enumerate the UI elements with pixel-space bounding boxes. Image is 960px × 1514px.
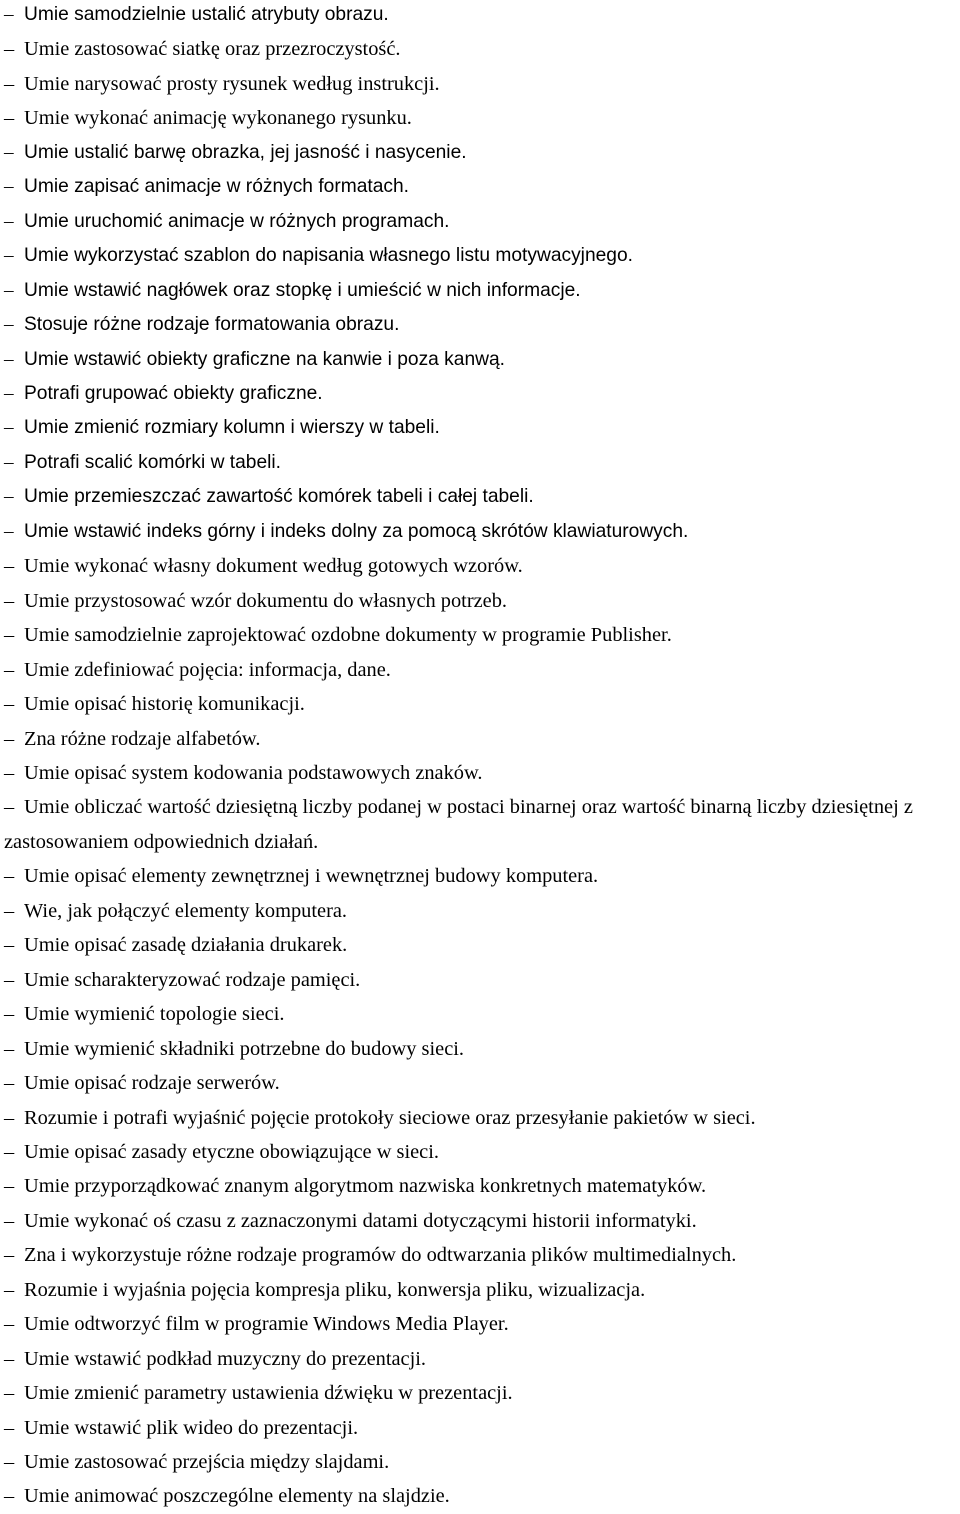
bullet-dash: – xyxy=(4,141,14,163)
list-item xyxy=(4,32,958,66)
bullet-dash: – xyxy=(4,1106,15,1129)
list-item-text: Umie samodzielnie ustalić atrybuty obrazu. xyxy=(24,4,389,25)
list-item-text: Umie opisać zasady etyczne obowiązujące w sieci. xyxy=(24,1140,439,1163)
list-item xyxy=(4,1238,958,1272)
list-item-text: Umie przystosować wzór dokumentu do własnych potrzeb. xyxy=(24,589,508,612)
list-item xyxy=(4,963,958,997)
list-item xyxy=(4,618,958,652)
bullet-dash: – xyxy=(4,727,15,750)
list-item-text: Umie opisać zasadę działania drukarek. xyxy=(24,934,348,957)
list-item-text: Umie wstawić nagłówek oraz stopkę i umieścić w nich informacje. xyxy=(24,279,581,301)
list-item xyxy=(4,480,958,514)
list-item xyxy=(4,1411,958,1445)
list-item xyxy=(4,343,958,377)
bullet-dash: – xyxy=(4,245,14,267)
list-item-text: Umie zastosować siatkę oraz przezroczystość. xyxy=(24,38,401,61)
list-item-text: Potrafi scalić komórki w tabeli. xyxy=(24,451,281,473)
list-item-text: Umie wstawić obiekty graficzne na kanwie i poza kanwą. xyxy=(24,348,505,370)
list-item xyxy=(4,0,958,32)
list-item-text: Umie zmienić rozmiary kolumn i wierszy w tabeli. xyxy=(24,417,440,439)
list-item xyxy=(4,308,958,342)
list-item xyxy=(4,239,958,273)
bullet-dash: – xyxy=(4,796,15,819)
bullet-dash: – xyxy=(4,382,14,404)
bullet-dash: – xyxy=(4,1485,15,1508)
bullet-dash: – xyxy=(4,348,14,370)
list-item xyxy=(4,101,958,135)
bullet-dash: – xyxy=(4,1209,15,1232)
requirements-list xyxy=(4,0,958,1514)
list-item-text: Umie odtworzyć film w programie Windows Media Player. xyxy=(24,1313,509,1336)
list-item xyxy=(4,997,958,1031)
list-item-text: Umie scharakteryzować rodzaje pamięci. xyxy=(24,968,361,991)
bullet-dash: – xyxy=(4,968,15,991)
bullet-dash: – xyxy=(4,658,15,681)
list-item-text: Umie uruchomić animacje w różnych programach. xyxy=(24,210,450,232)
list-item xyxy=(4,584,958,618)
list-item-text: Umie przyporządkować znanym algorytmom nazwiska konkretnych matematyków. xyxy=(24,1175,707,1198)
list-item-text: Umie samodzielnie zaprojektować ozdobne dokumenty w programie Publisher. xyxy=(24,624,672,647)
bullet-dash: – xyxy=(4,693,15,716)
list-item-text: Zna i wykorzystuje różne rodzaje programów do odtwarzania plików multimedialnych. xyxy=(24,1244,737,1267)
list-item xyxy=(4,1204,958,1238)
list-item xyxy=(4,170,958,204)
list-item-text: Umie wykonać własny dokument według gotowych wzorów. xyxy=(24,555,523,578)
list-item xyxy=(4,790,958,859)
list-item xyxy=(4,1307,958,1341)
list-item xyxy=(4,894,958,928)
list-item-text: Umie zmienić parametry ustawienia dźwięku w prezentacji. xyxy=(24,1382,513,1405)
list-item xyxy=(4,928,958,962)
list-item-text: Rozumie i potrafi wyjaśnić pojęcie protokoły sieciowe oraz przesyłanie pakietów w sieci. xyxy=(24,1106,756,1129)
list-item-text: Umie wstawić podkład muzyczny do prezentacji. xyxy=(24,1347,427,1370)
list-item-text: Umie wykorzystać szablon do napisania własnego listu motywacyjnego. xyxy=(24,245,633,267)
list-item xyxy=(4,1101,958,1135)
bullet-dash: – xyxy=(4,1175,15,1198)
bullet-dash: – xyxy=(4,1278,15,1301)
bullet-dash: – xyxy=(4,589,15,612)
list-item xyxy=(4,515,958,549)
list-item-text: Umie wstawić indeks górny i indeks dolny za pomocą skrótów klawiaturowych. xyxy=(24,520,689,542)
bullet-dash: – xyxy=(4,1416,15,1439)
list-item xyxy=(4,1342,958,1376)
list-item xyxy=(4,1169,958,1203)
list-item xyxy=(4,446,958,480)
bullet-dash: – xyxy=(4,1347,15,1370)
bullet-dash: – xyxy=(4,555,15,578)
bullet-dash: – xyxy=(4,451,14,473)
list-item-text: Umie wykonać animację wykonanego rysunku. xyxy=(24,107,412,130)
bullet-dash: – xyxy=(4,1003,15,1026)
list-item xyxy=(4,1273,958,1307)
bullet-dash: – xyxy=(4,624,15,647)
list-item-text: Umie opisać rodzaje serwerów. xyxy=(24,1072,280,1095)
list-item-text: Rozumie i wyjaśnia pojęcia kompresja pliku, konwersja pliku, wizualizacja. xyxy=(24,1278,646,1301)
list-item xyxy=(4,1032,958,1066)
list-item xyxy=(4,722,958,756)
list-item xyxy=(4,1445,958,1479)
list-item-text: Umie zdefiniować pojęcia: informacja, dane. xyxy=(24,658,391,681)
bullet-dash: – xyxy=(4,279,14,301)
bullet-dash: – xyxy=(4,1072,15,1095)
bullet-dash: – xyxy=(4,314,14,336)
bullet-dash: – xyxy=(4,486,14,508)
document-page xyxy=(4,0,958,1514)
bullet-dash: – xyxy=(4,38,15,61)
list-item xyxy=(4,205,958,239)
bullet-dash: – xyxy=(4,417,14,439)
list-item-text: Umie wymienić składniki potrzebne do budowy sieci. xyxy=(24,1037,465,1060)
bullet-dash: – xyxy=(4,899,15,922)
list-item-text: Umie wymienić topologie sieci. xyxy=(24,1003,285,1026)
bullet-dash: – xyxy=(4,1451,15,1474)
bullet-dash: – xyxy=(4,520,14,542)
bullet-dash: – xyxy=(4,1140,15,1163)
bullet-dash: – xyxy=(4,1037,15,1060)
list-item-text: Umie opisać system kodowania podstawowych znaków. xyxy=(24,761,483,784)
list-item-text: Umie animować poszczególne elementy na slajdzie. xyxy=(24,1485,450,1508)
list-item-text: Umie ustalić barwę obrazka, jej jasność i nasycenie. xyxy=(24,141,467,163)
bullet-dash: – xyxy=(4,176,14,198)
list-item xyxy=(4,1135,958,1169)
list-item-text: Umie wstawić plik wideo do prezentacji. xyxy=(24,1416,359,1439)
list-item xyxy=(4,756,958,790)
list-item xyxy=(4,1479,958,1513)
bullet-dash: – xyxy=(4,1313,15,1336)
bullet-dash: – xyxy=(4,761,15,784)
list-item xyxy=(4,377,958,411)
list-item xyxy=(4,67,958,101)
list-item xyxy=(4,859,958,893)
list-item-text: Umie narysować prosty rysunek według instrukcji. xyxy=(24,72,440,95)
bullet-dash: – xyxy=(4,210,14,232)
list-item-text: Wie, jak połączyć elementy komputera. xyxy=(24,899,348,922)
list-item-text: Umie przemieszczać zawartość komórek tabeli i całej tabeli. xyxy=(24,486,534,508)
list-item-text: Umie wykonać oś czasu z zaznaczonymi datami dotyczącymi historii informatyki. xyxy=(24,1209,697,1232)
bullet-dash: – xyxy=(4,107,15,130)
list-item xyxy=(4,687,958,721)
list-item xyxy=(4,1376,958,1410)
bullet-dash: – xyxy=(4,4,14,25)
list-item-text: Umie zastosować przejścia między slajdami. xyxy=(24,1451,390,1474)
list-item-text: Umie zapisać animacje w różnych formatach. xyxy=(24,176,409,198)
list-item-text: Umie obliczać wartość dziesiętną liczby podanej w postaci binarnej oraz wartość binarną liczby dziesiętnej z zastosowaniem odpowiednich działań. xyxy=(4,796,913,853)
list-item-text: Stosuje różne rodzaje formatowania obrazu. xyxy=(24,314,400,336)
bullet-dash: – xyxy=(4,934,15,957)
list-item xyxy=(4,1066,958,1100)
bullet-dash: – xyxy=(4,72,15,95)
list-item xyxy=(4,653,958,687)
list-item-text: Umie opisać elementy zewnętrznej i wewnętrznej budowy komputera. xyxy=(24,865,599,888)
list-item-text: Zna różne rodzaje alfabetów. xyxy=(24,727,261,750)
list-item-text: Umie opisać historię komunikacji. xyxy=(24,693,305,716)
list-item-text: Potrafi grupować obiekty graficzne. xyxy=(24,382,323,404)
bullet-dash: – xyxy=(4,1244,15,1267)
list-item xyxy=(4,411,958,445)
list-item xyxy=(4,136,958,170)
list-item xyxy=(4,274,958,308)
bullet-dash: – xyxy=(4,1382,15,1405)
bullet-dash: – xyxy=(4,865,15,888)
list-item xyxy=(4,549,958,583)
